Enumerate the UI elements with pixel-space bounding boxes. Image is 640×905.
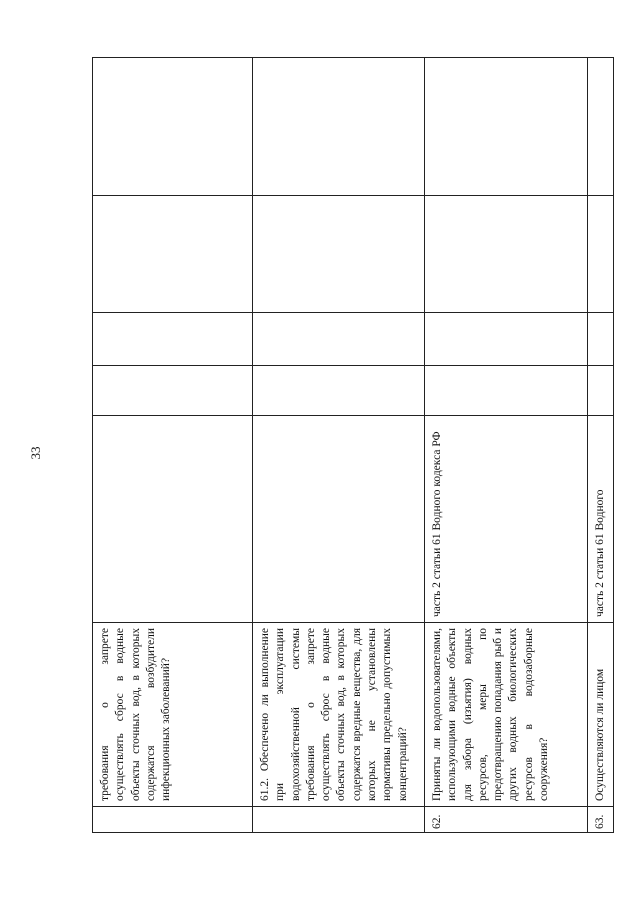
checklist-table [92, 57, 614, 833]
question-cell: Осуществляются ли лицом [588, 623, 614, 807]
note-cell [93, 58, 253, 196]
question-cell: Приняты ли водопользователями, использующими водные объекты для забора (изъятия) водных ресурсов, меры по предотвращению попадания рыб и других водных биологических ресурсов в водозаборные сооружения? [425, 623, 588, 807]
reference-cell [253, 416, 425, 623]
reference-cell [93, 416, 253, 623]
note-cell [425, 58, 588, 196]
row-number-cell: 63. [588, 807, 614, 833]
answer-cell [93, 366, 253, 416]
table-row [253, 58, 425, 833]
note-cell [253, 58, 425, 196]
reference-cell: часть 2 статьи 61 Водного [588, 416, 614, 623]
answer-cell [253, 196, 425, 313]
question-cell: 61.2. Обеспечено ли выполнение при эксплуатации водохозяйственной системы требования о запрете осуществлять сброс в водные объекты сточных вод, в которых содержатся вредные вещества, для которых не установлены нормативы предельно допустимых концентраций? [253, 623, 425, 807]
answer-cell [425, 313, 588, 366]
answer-cell [253, 366, 425, 416]
row-number-cell [93, 807, 253, 833]
table-row [425, 58, 588, 833]
page-number: 33 [28, 446, 43, 460]
note-cell [588, 58, 614, 196]
answer-cell [588, 366, 614, 416]
answer-cell [93, 313, 253, 366]
table-row [588, 58, 614, 833]
answer-cell [588, 196, 614, 313]
table-row [93, 58, 253, 833]
answer-cell [425, 196, 588, 313]
reference-cell: часть 2 статьи 61 Водного кодекса РФ [425, 416, 588, 623]
question-cell: требования о запрете осуществлять сброс в водные объекты сточных вод, в которых содержатся возбудители инфекционных заболеваний? [93, 623, 253, 807]
row-number-cell: 62. [425, 807, 588, 833]
answer-cell [425, 366, 588, 416]
answer-cell [588, 313, 614, 366]
answer-cell [93, 196, 253, 313]
row-number-cell [253, 807, 425, 833]
answer-cell [253, 313, 425, 366]
rotated-page-content [92, 58, 609, 833]
